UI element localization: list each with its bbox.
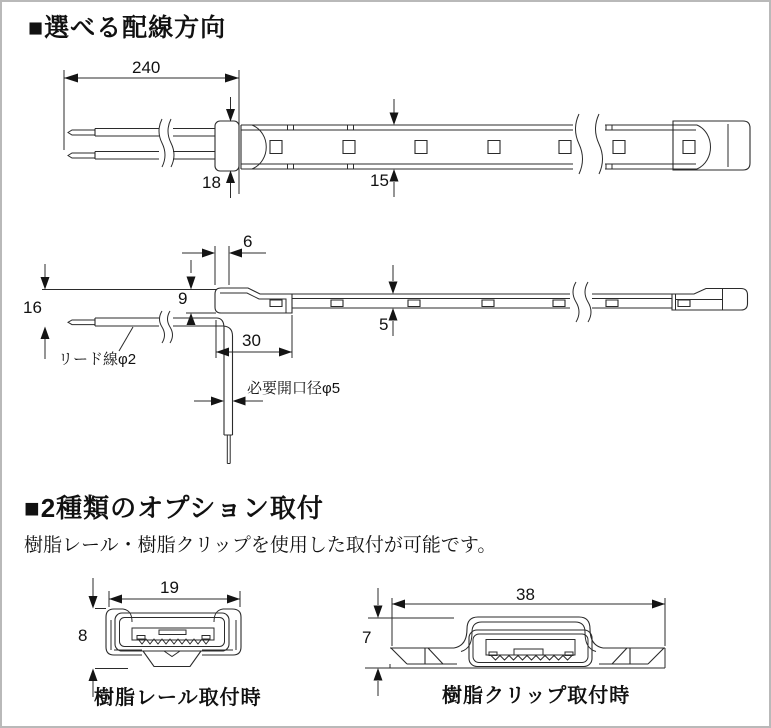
dim-cap-depth-label: 9	[178, 289, 188, 308]
dim-strip-thickness-label: 5	[379, 315, 389, 334]
side-exit-wiring-diagram	[64, 70, 750, 198]
clip-height-label: 7	[362, 628, 372, 647]
dim-end-cap-height-label: 18	[202, 173, 221, 192]
clip-figure-caption: 樹脂クリップ取付時	[442, 685, 631, 707]
rail-height-label: 8	[78, 626, 88, 645]
clip-width-label: 38	[516, 585, 535, 604]
dim-lead-length-label: 240	[132, 58, 161, 77]
required-opening-label: 必要開口径φ5	[247, 380, 341, 397]
section-title-wiring-direction: ■選べる配線方向	[28, 14, 227, 42]
back-exit-wiring-diagram	[41, 246, 748, 464]
dim-wire-offset-label: 6	[243, 232, 253, 251]
section-title-option-mounting: ■2種類のオプション取付	[24, 493, 324, 523]
clip-mount-cross-section	[365, 585, 665, 696]
rail-width-label: 19	[160, 578, 179, 597]
dim-strip-width-label: 15	[370, 171, 389, 190]
dim-total-height-label: 16	[23, 298, 42, 317]
lead-wire-label: リード線φ2	[58, 351, 137, 368]
dim-cap-length-label: 30	[242, 331, 261, 350]
option-mounting-description: 樹脂レール・樹脂クリップを使用した取付が可能です。	[24, 535, 497, 556]
rail-figure-caption: 樹脂レール取付時	[94, 687, 262, 709]
